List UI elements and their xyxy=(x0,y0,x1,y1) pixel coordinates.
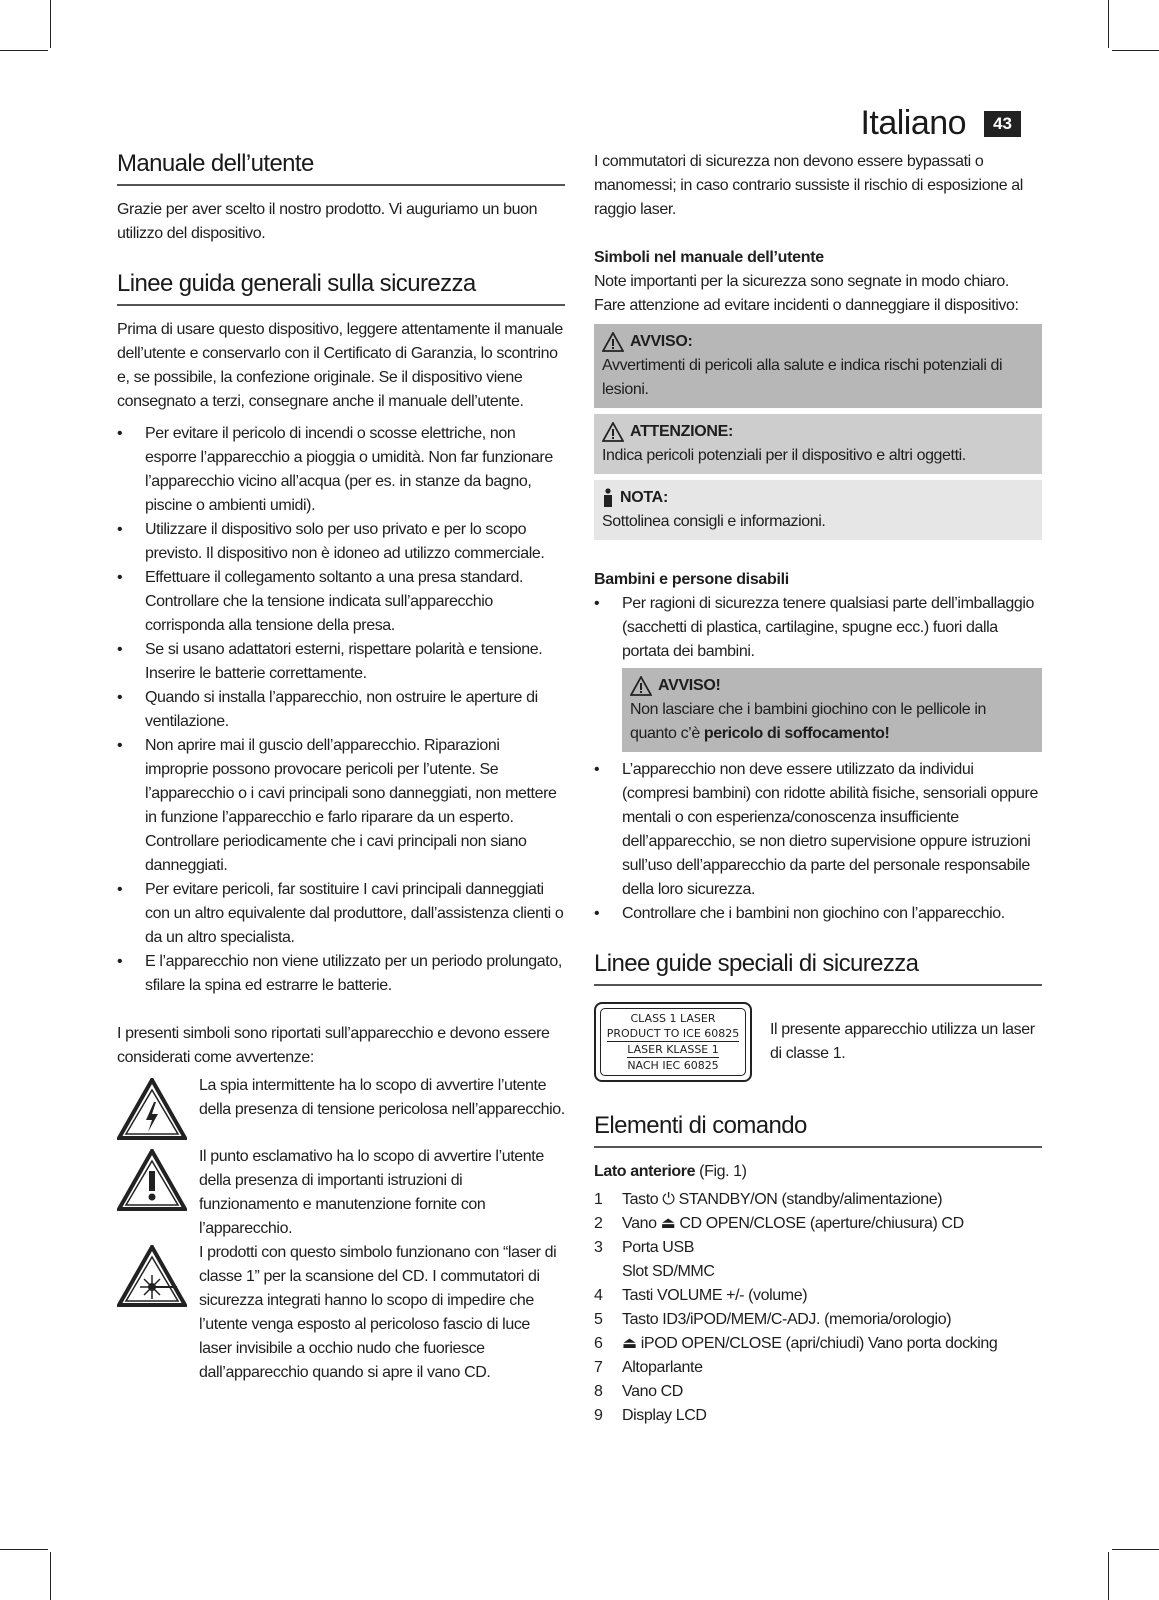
notice-text xyxy=(630,698,1034,746)
list-item: • Per ragioni di sicurezza tenere qualsiasi parte dell’imballaggio (sacchetti di plastica, cartilagine, spugne ecc.) fuori dalla portata dei bambini. xyxy=(594,592,1042,664)
symbols-manual-heading: Simboli nel manuale dell’utente xyxy=(594,249,824,266)
laser-class-label xyxy=(594,1002,752,1082)
list-item: • Non aprire mai il guscio dell’apparecchio. Riparazioni improprie possono provocare pericoli per l’utente. Se l’apparecchio o i cavi principali sono danneggiati, non mettere in funzione l’apparecchio e farlo riparare da un esperto. Controllare periodicamente che i cavi principali non siano danneggiati. xyxy=(117,734,565,878)
symbol-text: I prodotti con questo simbolo funzionano con “laser di classe 1” per la scansione del CD. I commutatori di sicurezza integrati hanno lo scopo di impedire che l’utente venga esposto al pericoloso fascio di luce laser invisibile a occhio nudo che fuoriesce dall’apparecchio quando si apre il vano CD. xyxy=(199,1244,557,1381)
list-item: Slot SD/MMC xyxy=(622,1263,715,1280)
notice-text: Indica pericoli potenziali per il dispositivo e altri oggetti. xyxy=(602,447,966,464)
list-item: 9 Display LCD xyxy=(594,1407,707,1424)
laser-label-line: CLASS 1 LASER xyxy=(630,1012,716,1025)
bypass-text: I commutatori di sicurezza non devono essere bypassati o manomessi; in caso contrario sussiste il rischio di esposizione al raggio laser. xyxy=(594,153,1023,218)
symbol-row-laser xyxy=(117,1241,565,1385)
symbol-row-lightning xyxy=(117,1074,565,1145)
controls-subtitle-bold: Lato anteriore xyxy=(594,1163,696,1180)
crop-mark xyxy=(1108,1552,1109,1600)
manual-intro: Grazie per aver scelto il nostro prodotto. Vi auguriamo un buon utilizzo del dispositivo. xyxy=(117,201,538,242)
page-number: 43 xyxy=(984,111,1021,137)
children-bullet-list xyxy=(594,592,1042,664)
list-item: • E l’apparecchio non viene utilizzato per un periodo prolungato, sfilare la spina ed estrarre le batterie. xyxy=(117,950,565,998)
left-column xyxy=(117,150,565,1385)
notice-title: AVVISO! xyxy=(658,677,721,694)
symbol-text: Il punto esclamativo ha lo scopo di avvertire l’utente della presenza di importanti istruzioni di funzionamento e manutenzione fornite con l’apparecchio. xyxy=(199,1148,544,1237)
symbols-manual-text: Note importanti per la sicurezza sono segnate in modo chiaro. Fare attenzione ad evitare incidenti o danneggiare il dispositivo: xyxy=(594,273,1019,314)
controls-list xyxy=(594,1188,1042,1428)
laser-warning-icon xyxy=(117,1241,187,1312)
list-item: • Se si usano adattatori esterni, rispettare polarità e tensione. Inserire le batterie correttamente. xyxy=(117,638,565,686)
warning-triangle-icon xyxy=(602,332,624,352)
symbol-text: La spia intermittente ha lo scopo di avvertire l’utente della presenza di tensione pericolosa nell’apparecchio. xyxy=(199,1077,565,1118)
info-icon xyxy=(602,488,614,508)
notice-title: ATTENZIONE: xyxy=(630,423,734,440)
list-item: • Quando si installa l’apparecchio, non ostruire le aperture di ventilazione. xyxy=(117,686,565,734)
language-title: Italiano xyxy=(860,104,967,142)
laser-text: Il presente apparecchio utilizza un laser di classe 1. xyxy=(770,1021,1035,1062)
warning-triangle-icon xyxy=(602,422,624,442)
list-item: 8 Vano CD xyxy=(594,1383,683,1400)
special-safety-heading: Linee guide speciali di sicurezza xyxy=(594,950,1042,986)
crop-mark xyxy=(1108,0,1109,48)
list-item: 3 Porta USB xyxy=(594,1239,694,1256)
right-column xyxy=(594,150,1042,1428)
notice-attenzione xyxy=(594,414,1042,474)
crop-mark xyxy=(1112,50,1159,51)
safety-intro: Prima di usare questo dispositivo, leggere attentamente il manuale dell’utente e conservarlo con il Certificato di Garanzia, lo scontrino e, se possibile, la confezione originale. Se il dispositivo viene consegnato a terzi, consegnare anche il manuale dell’utente. xyxy=(117,321,563,410)
exclamation-warning-icon xyxy=(117,1145,187,1216)
crop-mark xyxy=(0,50,48,51)
symbols-intro: I presenti simboli sono riportati sull’apparecchio e devono essere considerati come avvertenze: xyxy=(117,1025,550,1066)
lightning-warning-icon xyxy=(117,1074,187,1145)
controls-subtitle-rest: (Fig. 1) xyxy=(695,1163,747,1180)
crop-mark xyxy=(0,1549,48,1550)
list-item: 4 Tasti VOLUME +/- (volume) xyxy=(594,1287,808,1304)
safety-bullet-list xyxy=(117,422,565,998)
safety-heading: Linee guida generali sulla sicurezza xyxy=(117,270,565,306)
symbol-row-exclamation xyxy=(117,1145,565,1241)
notice-child-warning xyxy=(622,668,1042,752)
notice-text-bold: pericolo di soffocamento! xyxy=(703,725,890,742)
notice-text: Sottolinea consigli e informazioni. xyxy=(602,513,826,530)
warning-triangle-icon xyxy=(630,676,652,696)
controls-heading: Elementi di comando xyxy=(594,1112,1042,1148)
page-header xyxy=(860,104,1021,143)
crop-mark xyxy=(50,0,51,48)
notice-title: NOTA: xyxy=(620,489,668,506)
notice-text-normal: Non lasciare che i bambini giochino con le pellicole in quanto c’è xyxy=(630,701,986,742)
children-bullet-list-2 xyxy=(594,758,1042,926)
manual-heading: Manuale dell’utente xyxy=(117,150,565,186)
notice-text: Avvertimenti di pericoli alla salute e indica rischi potenziali di lesioni. xyxy=(602,357,1003,398)
list-item: • Effettuare il collegamento soltanto a una presa standard. Controllare che la tensione indicata sull’apparecchio corrisponda alla tensione della presa. xyxy=(117,566,565,638)
list-item: 5 Tasto ID3/iPOD/MEM/C-ADJ. (memoria/orologio) xyxy=(594,1311,952,1328)
list-item: 6 ⏏ iPOD OPEN/CLOSE (apri/chiudi) Vano porta docking xyxy=(594,1335,998,1352)
laser-label-line: LASER KLASSE 1 xyxy=(627,1043,719,1056)
crop-mark xyxy=(1112,1549,1159,1550)
list-item: • Per evitare pericoli, far sostituire I cavi principali danneggiati con un altro equivalente dal produttore, dall’assistenza clienti o da un altro specialista. xyxy=(117,878,565,950)
list-item: • Controllare che i bambini non giochino con l’apparecchio. xyxy=(594,902,1042,926)
list-item: • L’apparecchio non deve essere utilizzato da individui (compresi bambini) con ridotte abilità fisiche, sensoriali oppure mentali o con esperienza/conoscenza insufficiente dell’apparecchio, se non dietro supervisione oppure istruzioni sull’uso dell’apparecchio da parte del personale responsabile della loro sicurezza. xyxy=(594,758,1042,902)
notice-avviso xyxy=(594,324,1042,408)
controls-subtitle xyxy=(594,1160,1042,1184)
notice-nota xyxy=(594,480,1042,540)
laser-label-row xyxy=(594,1002,1042,1082)
children-heading: Bambini e persone disabili xyxy=(594,571,789,588)
list-item: • Per evitare il pericolo di incendi o scosse elettriche, non esporre l’apparecchio a pioggia o umidità. Non far funzionare l’apparecchio vicino all’acqua (per es. in stanze da bagno, piscine o ambienti umidi). xyxy=(117,422,565,518)
laser-label-line: PRODUCT TO ICE 60825 xyxy=(606,1027,740,1040)
notice-title: AVVISO: xyxy=(630,333,693,350)
crop-mark xyxy=(50,1552,51,1600)
list-item: • Utilizzare il dispositivo solo per uso privato e per lo scopo previsto. Il dispositivo non è idoneo ad utilizzo commerciale. xyxy=(117,518,565,566)
list-item: 2 Vano ⏏ CD OPEN/CLOSE (aperture/chiusura) CD xyxy=(594,1215,964,1232)
list-item: 1 Tasto ⏻ STANDBY/ON (standby/alimentazione) xyxy=(594,1191,943,1208)
laser-label-line: NACH IEC 60825 xyxy=(627,1059,719,1072)
list-item: 7 Altoparlante xyxy=(594,1359,703,1376)
